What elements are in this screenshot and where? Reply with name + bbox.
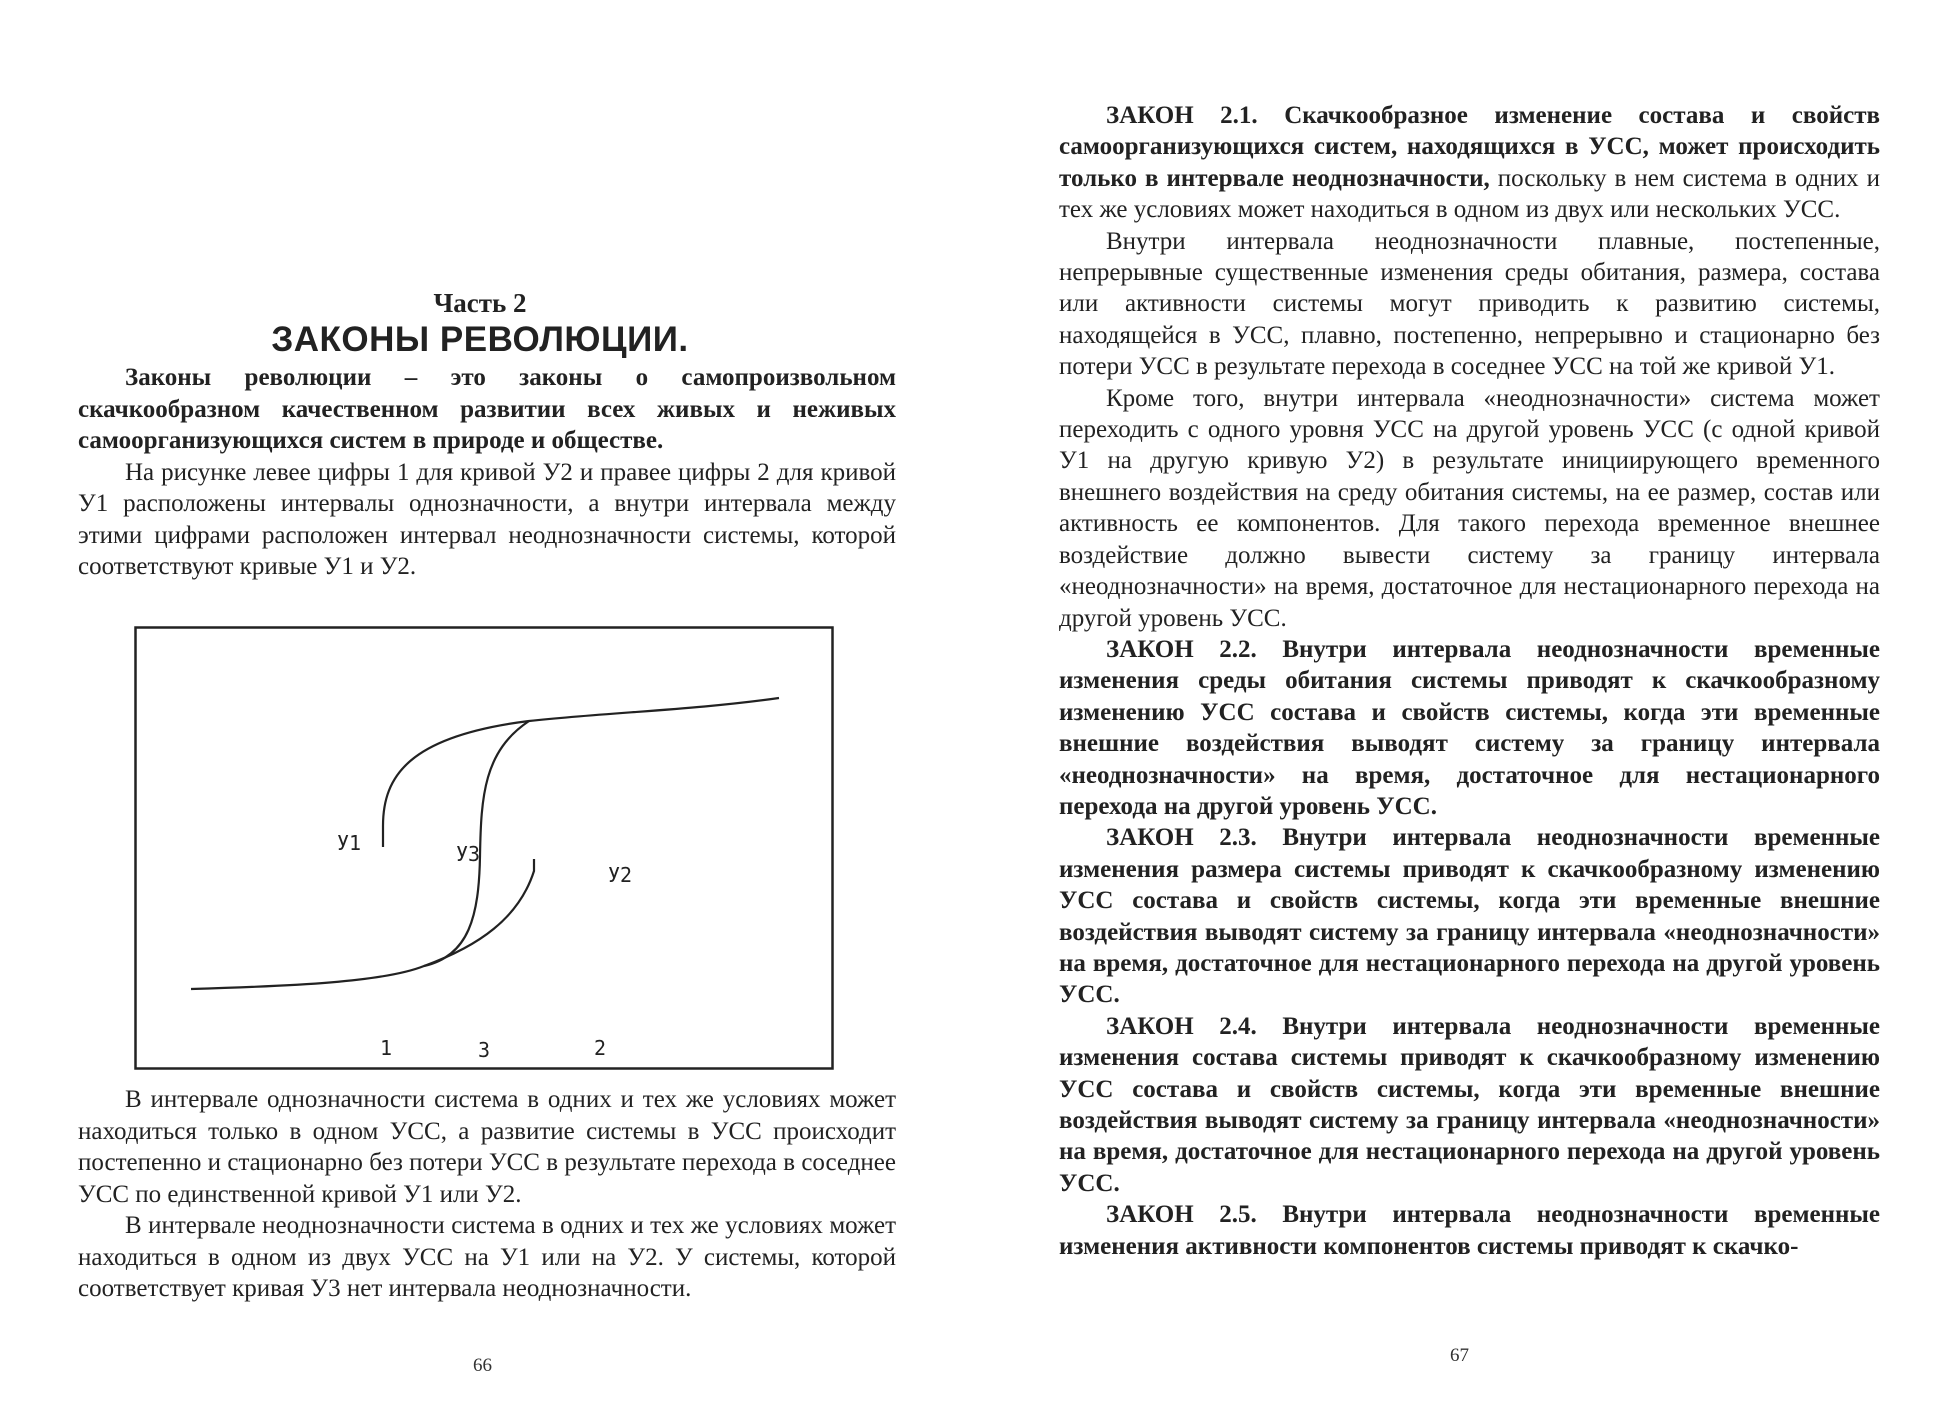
besides-paragraph: Кроме того, внутри интервала «неоднозначности» система может переходить с одного уровня УСС на другой уровень УСС (с одной кривой У1 на другую кривую У2) в результате инициирующего временного внешнего воздействия на среду обитания системы, на ее размер, состав или активность ее компонентов. Для такого перехода временное внешнее воздействие должно вывести систему за границу интервала «неоднозначности» на время, достаточное для нестационарного перехода на другой уровень УСС. (1059, 384, 1880, 632)
left-intro-block (78, 362, 896, 583)
law-2-1-statement: ЗАКОН 2.1. Скачкообразное изменение состава и свойств самоорганизующихся систем, находящихся в УСС, может происходить только в интервале неоднозначности, (1059, 102, 1880, 192)
law-2-3-paragraph: ЗАКОН 2.3. Внутри интервала неоднозначности временные изменения размера системы приводят к скачкообразному изменению УСС состава и свойств системы, когда эти временные внешние воздействия выводят систему за границу интервала «неоднозначности» на время, достаточное для нестационарного перехода на другой уровень УСС. (1059, 824, 1880, 1009)
axis-number-3: 3 (478, 1038, 491, 1062)
curve-label-y1: У1 (337, 831, 362, 855)
curve-y1 (383, 698, 779, 847)
right-page (968, 0, 1936, 1425)
uniqueness-interval-paragraph: В интервале однозначности система в одних и тех же условиях может находиться только в одном УСС, а развитие системы в УСС происходит постепенно и стационарно без потери УСС в результате перехода в соседнее УСС по единственной кривой У1 или У2. (78, 1086, 896, 1208)
inside-interval-paragraph: Внутри интервала неоднозначности плавные, постепенные, непрерывные существенные изменения среды обитания, размера, состава или активности системы могут приводить к развитию системы, находящейся в УСС, плавно, постепенно, непрерывно и стационарно без потери УСС в результате перехода в соседнее УСС на той же кривой У1. (1059, 227, 1880, 381)
intro-bold-paragraph: Законы революции – это законы о самопроизвольном скачкообразном качественном развитии всех живых и неживых самоорганизующихся систем в природе и обществе. (78, 364, 896, 454)
laws-block (1059, 100, 1880, 1262)
figure-description-paragraph: На рисунке левее цифры 1 для кривой У2 и правее цифры 2 для кривой У1 расположены интервалы однозначности, а внутри интервала между этими цифрами расположен интервал неоднозначности системы, которой соответствуют кривые У1 и У2. (78, 458, 896, 580)
law-2-4-paragraph: ЗАКОН 2.4. Внутри интервала неоднозначности временные изменения состава системы приводят к скачкообразному изменению УСС состава и свойств системы, когда эти временные внешние воздействия выводят систему за границу интервала «неоднозначности» на время, достаточное для нестационарного перехода на другой уровень УСС. (1059, 1012, 1880, 1197)
axis-number-2: 2 (594, 1036, 607, 1060)
page-number-left: 66 (473, 1355, 492, 1376)
curve-y2 (191, 859, 534, 989)
page-number-right: 67 (1450, 1345, 1469, 1366)
left-closing-block (78, 1084, 896, 1305)
part-heading: Часть 2 (433, 288, 527, 318)
law-2-5-paragraph: ЗАКОН 2.5. Внутри интервала неоднозначности временные изменения активности компонентов системы приводят к скачко- (1059, 1201, 1880, 1260)
hysteresis-figure (134, 626, 834, 1070)
curve-label-y3: У3 (456, 842, 481, 866)
law-2-1-paragraph (1059, 100, 1880, 226)
ambiguity-interval-paragraph: В интервале неоднозначности система в одних и тех же условиях может находиться в одном из двух УСС на У1 или на У2. У системы, которой соответствует кривая У3 нет интервала неоднозначности. (78, 1212, 896, 1302)
law-2-1-explanation: поскольку в нем система в одних и тех же условиях может находиться в одном из двух или нескольких УСС. (1059, 164, 1880, 224)
chapter-title: ЗАКОНЫ РЕВОЛЮЦИИ. (271, 320, 689, 359)
figure-frame (136, 628, 833, 1069)
law-2-2-paragraph: ЗАКОН 2.2. Внутри интервала неоднозначности временные изменения среды обитания системы приводят к скачкообразному изменению УСС состава и свойств системы, когда эти временные внешние воздействия выводят систему за границу интервала «неоднозначности» на время, достаточное для нестационарного перехода на другой уровень УСС. (1059, 635, 1880, 820)
curve-label-y2: У2 (608, 863, 633, 887)
axis-number-1: 1 (380, 1036, 393, 1060)
